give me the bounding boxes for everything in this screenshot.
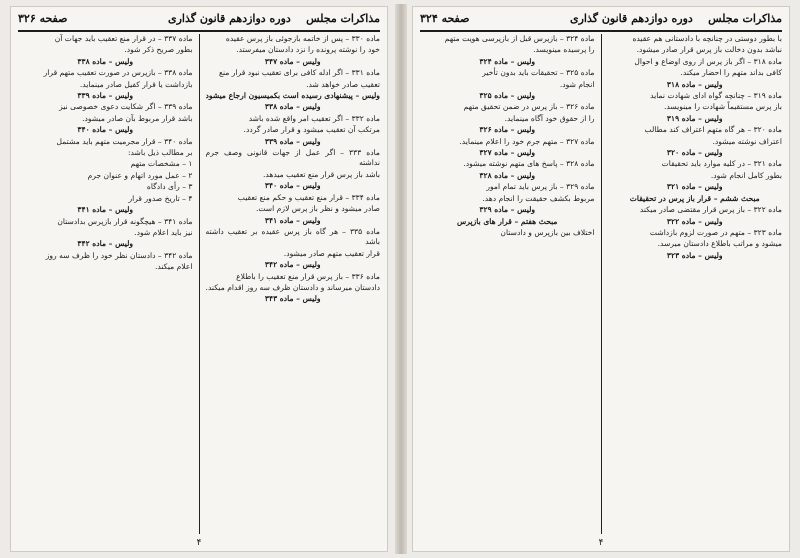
text-line: ولیس – ماده ۳۴۰ [77,125,134,135]
header-rule [420,30,782,32]
text-line: ولیس – ماده ۳۲۹ [479,205,536,215]
text-line: ۲ – عمل مورد اتهام و عنوان جرم [87,170,193,180]
text-line: بازداشت یا قرار کفیل صادر مینماید. [79,79,193,89]
text-line: ماده ۳۳۷ – در قرار منع تعقیب باید جهات آن [54,34,193,43]
text-line: ولیس – ماده ۳۲۶ [479,125,536,135]
text-line: اختلاف بین بازپرس و دادستان [500,227,595,237]
text-line: ولیس – ماده ۳۲۴ [479,56,536,66]
text-line: ماده ۳۲۰ – هر گاه متهم اعتراف کند مطالب [644,125,782,135]
text-line: میشود و مراتب باطلاع دادستان میرسد. [657,239,782,249]
text-line: ماده ۳۳۰ – پس از خاتمه بازجوئی باز پرس عقیده [225,34,380,43]
text-line: ماده ۳۳۴ – قرار منع تعقیب و حکم منع تعقیب [237,192,380,202]
text-line: باشد قرار مربوط بآن صادر میشود. [82,113,193,123]
header-session: دوره دوازدهم قانون گذاری [570,12,693,25]
text-column-left [18,34,193,534]
text-line: ولیس – ماده ۳۳۹ [77,91,134,101]
column-divider [199,34,200,534]
text-line: ماده ۳۴۲ – دادستان نظر خود را ظرف سه روز [45,250,193,260]
text-line: ماده ۳۲۸ – پاسخ های متهم نوشته میشود. [463,159,595,169]
text-line: ولیس – ماده ۳۴۱ [77,205,134,215]
book-gutter [395,4,407,554]
text-line: مبحث هفتم – قرار های بازپرس [457,216,558,226]
page-number: صفحه ۳۲۶ [18,12,68,25]
text-line: ماده ۳۲۵ – تحقیقات باید بدون تأخیر [482,68,595,78]
page-header [420,12,782,30]
text-line: ولیس – ماده ۳۳۸ [264,102,321,112]
text-line: ماده ۳۲۲ – باز پرس قرار مقتضی صادر میکند [639,205,782,215]
text-line: مرتکب آن تعقیب میشود و قرار صادر گردد. [243,125,380,135]
text-line: صادر میشود و نظر باز پرس لازم است. [255,204,380,214]
text-line: ولیس – ماده ۳۴۱ [264,215,321,225]
text-line: ماده ۳۳۱ – اگر ادله کافی برای تعقیب نبود قرار منع [218,68,380,78]
text-columns [420,34,782,534]
text-line: با بطور دوستی در چنانچه با دادستانی هم عقیده [632,34,782,43]
header-rule [18,30,380,32]
text-line: ولیس – ماده ۳۱۸ [666,79,723,89]
text-line: ماده ۳۲۳ – متهم در صورت لزوم بازداشت [649,227,782,237]
text-line: ولیس – ماده ۳۴۳ [264,294,321,304]
text-line: ماده ۳۲۱ – در کلیه موارد باید تحقیقات [661,159,782,169]
text-line: ولیس – ماده ۳۲۲ [666,216,723,226]
text-line: ولیس – ماده ۳۲۱ [666,182,723,192]
page-footer: ۴ [598,538,604,548]
text-line: ماده ۳۱۸ – اگر باز پرس از روی اوضاع و احوال [634,56,782,66]
text-line: ولیس – ماده ۳۴۷ [264,56,321,66]
text-line: تعقیب صادر خواهد شد. [306,79,380,89]
text-line: ماده ۳۳۳ – اگر عمل از جهات قانونی وصف جرم نداشته [205,148,380,168]
text-line: مربوط بکشف حقیقت را انجام دهد. [482,193,595,203]
text-line: ماده ۳۴۰ – قرار مجرمیت متهم باید مشتمل [56,136,193,146]
left-page [10,6,388,552]
text-line: ماده ۳۳۲ – اگر تعقیب امر واقع شده باشد [248,113,380,123]
text-line: را پرسیده مینویسد. [533,45,595,55]
text-line: ماده ۳۴۱ – هیچگونه قرار بازپرس بدادستان [57,216,193,226]
text-line: ماده ۳۲۴ – بازپرس قبل از بازپرسی هویت متهم [444,34,595,43]
text-line: ولیس – ماده ۳۳۹ [264,136,321,146]
text-line: ماده ۳۳۶ – باز پرس قرار منع تعقیب را باطلاع [236,271,380,281]
page-footer: ۴ [196,538,202,548]
text-line: ولیس – ماده ۳۲۵ [479,91,536,101]
text-line: قرار تعقیب متهم صادر میشود. [283,248,380,258]
text-line: را از حقوق خود آگاه مینماید. [504,113,595,123]
header-session: دوره دوازدهم قانون گذاری [168,12,291,25]
text-line: کافی بداند متهم را احضار میکند. [680,68,782,78]
text-line: بطور کامل انجام شود. [710,170,782,180]
text-line: ولیس – ماده ۳۲۸ [479,170,536,180]
text-line: ۱ – مشخصات متهم [130,159,193,169]
header-title: مذاکرات مجلس [708,12,782,25]
text-line: بر مطالب ذیل باشد: [127,148,193,158]
text-line: ولیس – ماده ۳۴۲ [77,239,134,249]
text-line: ولیس – ماده ۳۴۰ [264,181,321,191]
right-page [412,6,790,552]
text-line: خود را نوشته پرونده را نزد دادستان میفرستد. [236,45,380,55]
text-line: نیز باید اعلام شود. [134,227,193,237]
text-line: ماده ۳۳۸ – بازپرس در صورت تعقیب متهم قرار [43,68,193,78]
text-column-right [206,34,381,534]
text-line: ماده ۳۳۹ – اگر شکایت دعوی خصوصی نیز [59,102,193,112]
text-line: بطور صریح ذکر شود. [124,45,193,55]
text-columns [18,34,380,534]
text-line: ماده ۳۱۹ – چنانچه گواه ادای شهادت نماید [650,91,782,101]
text-line: ولیس – ماده ۳۱۹ [666,113,723,123]
text-line: اعتراف نوشته میشود. [712,136,782,146]
text-line: مبحث ششم – قرار باز پرس در تحقیقات [629,193,760,203]
text-line: ماده ۳۳۵ – هر گاه باز پرس عقیده بر تعقیب داشته باشد [205,226,380,247]
text-line: ولیس – ماده ۳۲۳ [666,250,723,260]
text-column-left [420,34,595,534]
text-line: اعلام میکند. [154,262,193,272]
text-line: ولیس – ماده ۳۲۰ [666,148,723,158]
text-line: دادستان میرساند و دادستان ظرف سه روز اقدام میکند. [205,282,380,292]
page-number: صفحه ۳۲۴ [420,12,470,25]
column-divider [601,34,602,534]
text-line: ماده ۳۲۶ – باز پرس در ضمن تحقیق متهم [463,102,595,112]
text-line: ولیس – ماده ۳۳۸ [77,56,134,66]
text-line: ولیس – ماده ۳۴۲ [264,260,321,270]
page-header [18,12,380,30]
text-line: ولیس – پیشنهادی رسیده است بکمیسیون ارجاع میشود [205,91,380,101]
text-line: ماده ۳۲۷ – متهم جرم خود را اعلام مینماید. [459,136,595,146]
header-title: مذاکرات مجلس [306,12,380,25]
text-line: ۴ – تاریخ صدور قرار [128,193,193,203]
text-line: ۳ – رأی دادگاه [146,182,193,192]
text-column-right [608,34,783,534]
text-line: باشد باز پرس قرار منع تعقیب میدهد. [262,169,380,179]
text-line: باز پرس مستقیماً شهادت را مینویسد. [663,102,782,112]
text-line: ولیس – ماده ۳۲۷ [479,148,536,158]
text-line: ماده ۳۲۹ – باز پرس باید تمام امور [486,182,595,192]
text-line: نباشد بدون دخالت باز پرس قرار صادر میشود. [636,45,782,55]
text-line: انجام شود. [559,79,595,89]
